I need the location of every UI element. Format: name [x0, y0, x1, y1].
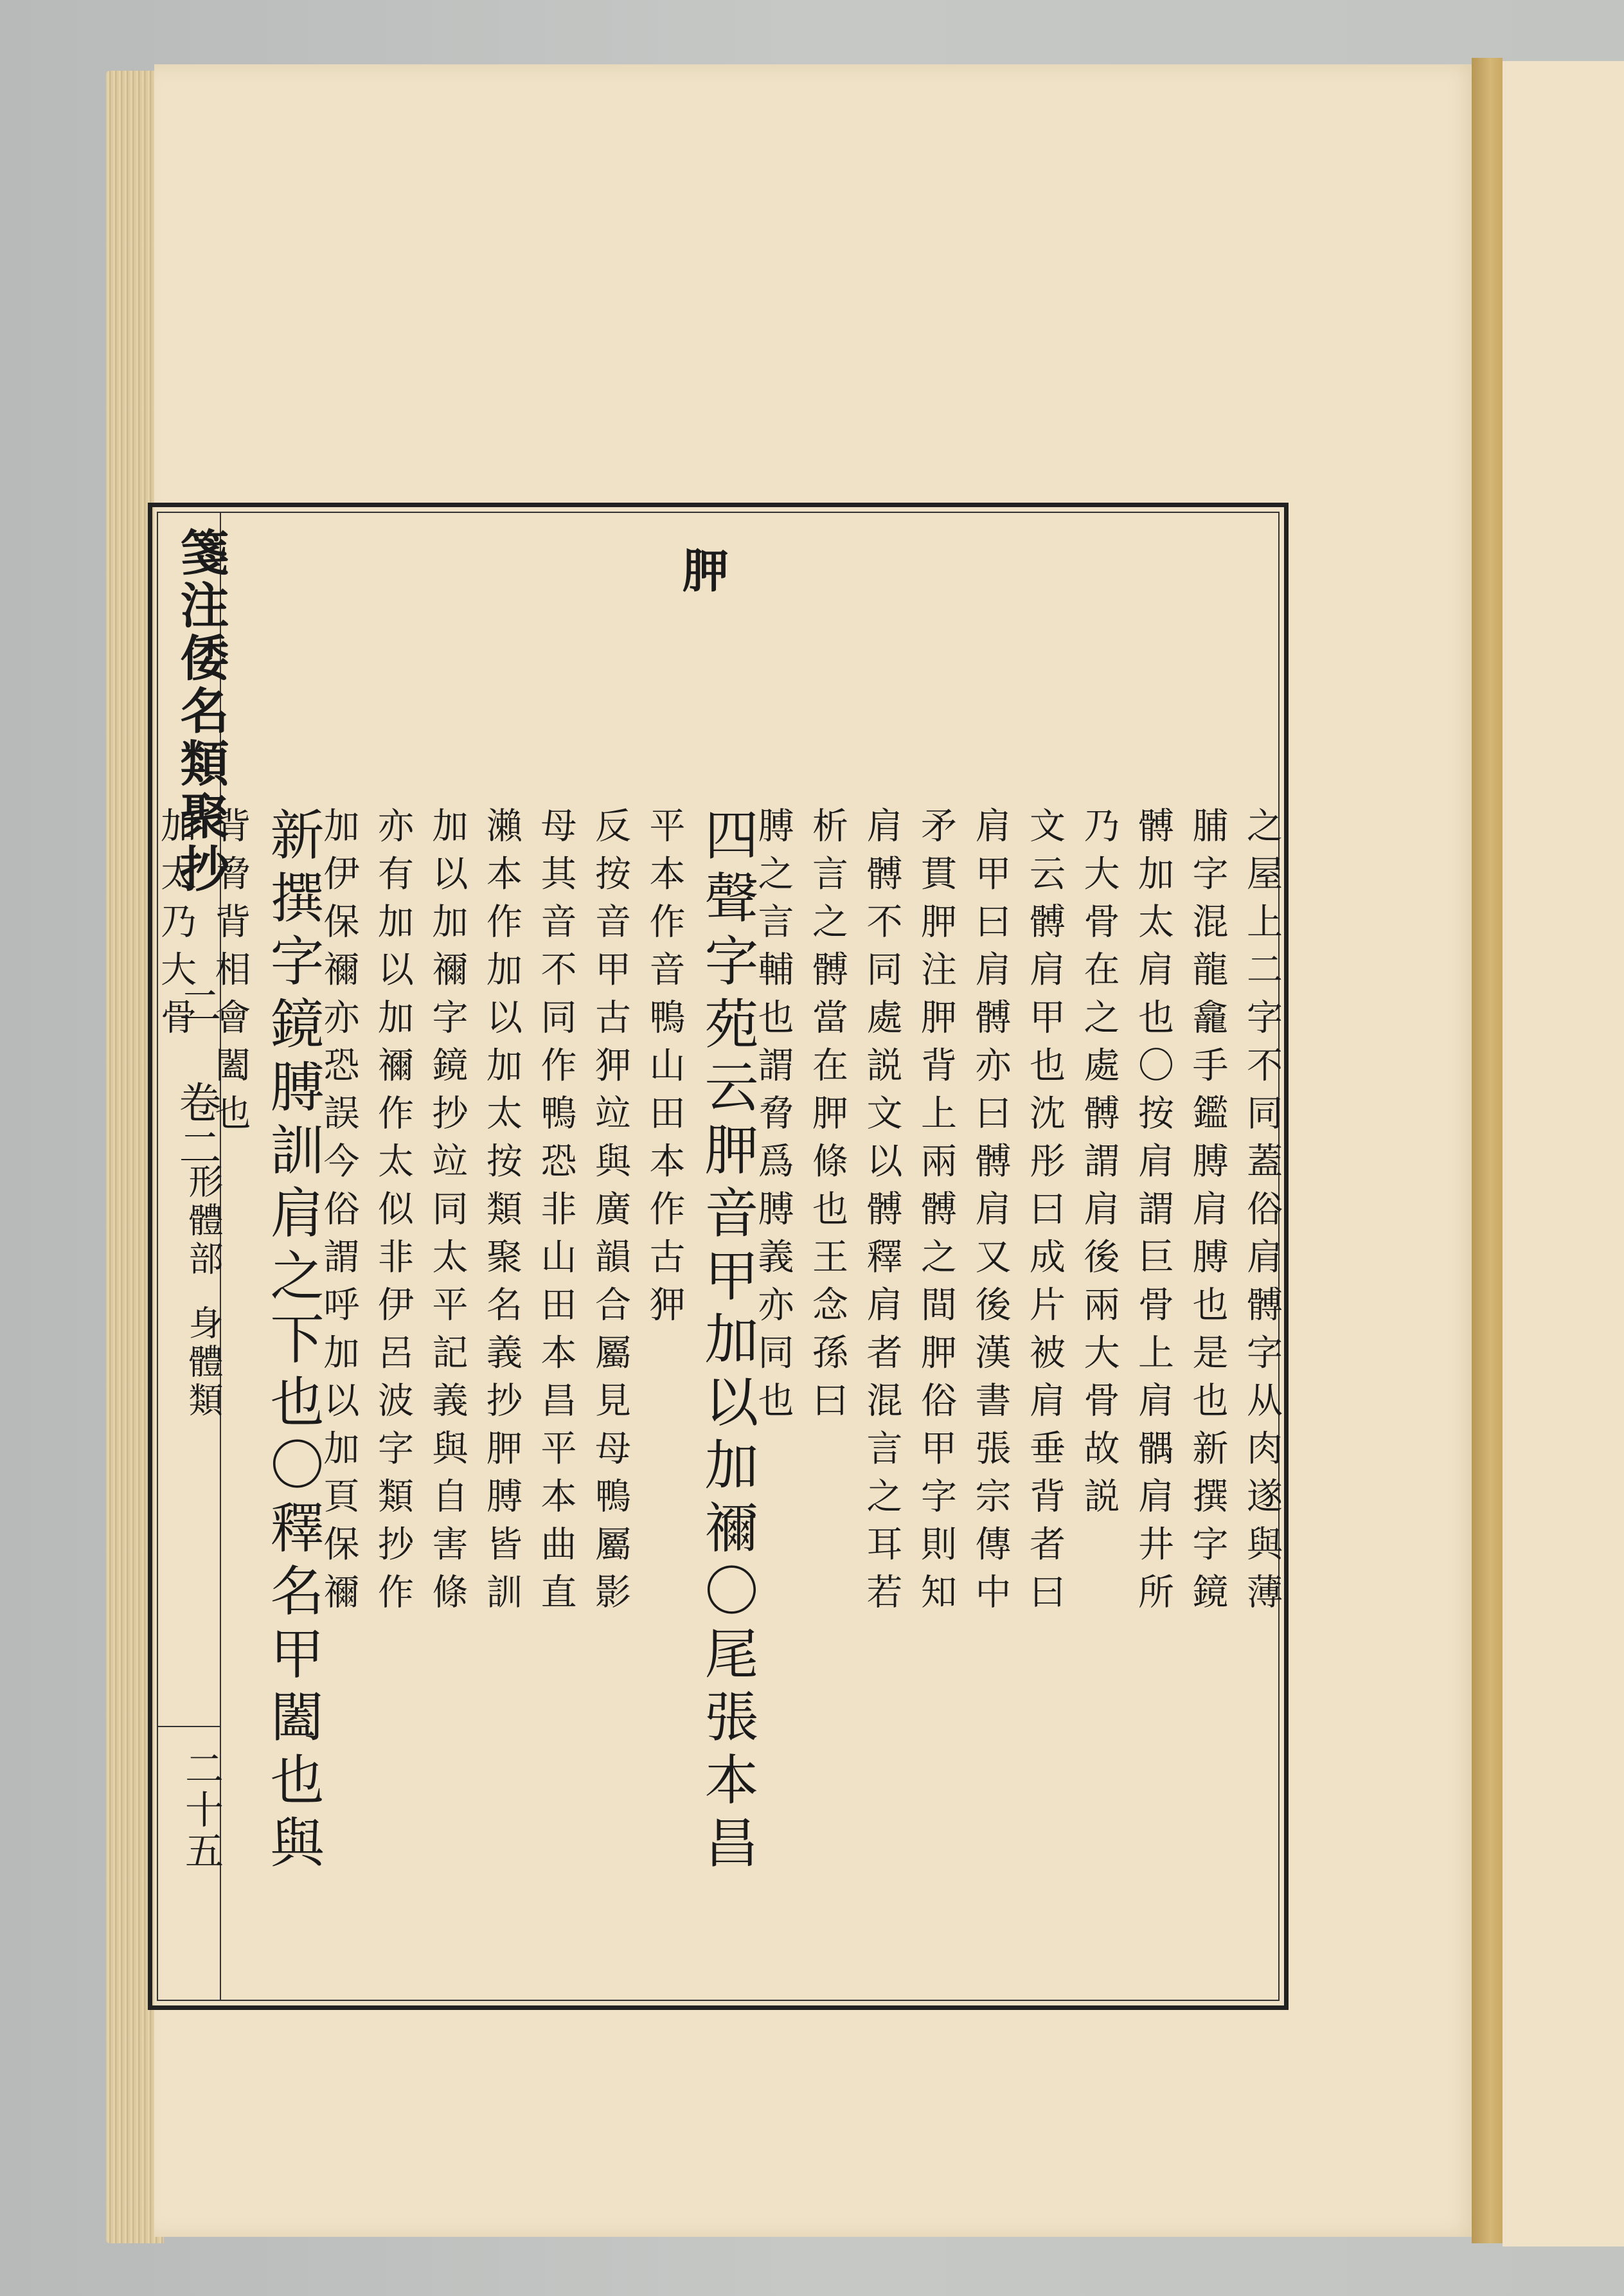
- text-column: 加太乃大骨: [155, 807, 197, 1046]
- text-column: 肩髆不同處説文以髆釋肩者混言之耳若: [861, 807, 903, 1621]
- folio-number: 二十五: [179, 1748, 224, 1872]
- text-column: 析言之髆當在胛條也王念孫曰: [807, 807, 848, 1430]
- facing-page-edge: [1503, 61, 1624, 2247]
- text-column: 膊之言輔也謂脅爲膊義亦同也: [752, 807, 794, 1430]
- text-column: 矛貫胛注胛背上兩髆之間胛俗甲字則知: [915, 807, 957, 1621]
- text-column: 之屋上二字不同蓋俗肩髆字从肉遂與薄: [1241, 807, 1283, 1621]
- text-column: 文云髆肩甲也沈彤曰成片被肩垂背者曰: [1024, 807, 1066, 1621]
- volume-label: 二 卷二: [172, 983, 221, 1170]
- headword: 胛: [675, 546, 729, 593]
- text-column: 新撰字鏡膊訓肩之下也〇釋名甲闔也與: [262, 807, 325, 1878]
- text-column: 亦有加以加禰作太似非伊呂波字類抄作: [372, 807, 414, 1621]
- text-column: 脯字混龍龕手鑑膊肩膊也是也新撰字鏡: [1186, 807, 1229, 1621]
- text-column: 反按音甲古狎竝與廣韻合屬見母鴨屬影: [589, 807, 631, 1621]
- text-column: 加以加禰字鏡抄竝同太平記義與自害條: [426, 807, 468, 1621]
- text-column: 肩甲曰肩髆亦曰髆肩又後漢書張宗傳中: [969, 807, 1012, 1621]
- book-title: 箋注倭名類聚抄: [172, 527, 229, 896]
- subsection-label: 身體類: [183, 1305, 224, 1421]
- text-column: 加伊保禰亦恐誤今俗謂呼加以加頁保禰: [317, 807, 360, 1621]
- text-column: 平本作音鴨山田本作古狎: [643, 807, 686, 1334]
- text-column: 乃大骨在之處髆謂肩後兩大骨故説: [1078, 807, 1120, 1525]
- text-column: 背脅背相會闔也: [209, 807, 251, 1142]
- text-column: 瀨本作加以加太按類聚名義抄胛膊皆訓: [481, 807, 522, 1621]
- text-column: 四聲字苑云胛音甲加以加禰〇尾張本昌: [696, 807, 759, 1878]
- book-gutter: [1472, 58, 1503, 2243]
- text-column: 母其音不同作鴨恐非山田本昌平本曲直: [535, 807, 577, 1621]
- text-column: 髆加太肩也〇按肩謂巨骨上肩髃肩井所: [1132, 807, 1174, 1621]
- section-label: 形體部: [183, 1163, 224, 1279]
